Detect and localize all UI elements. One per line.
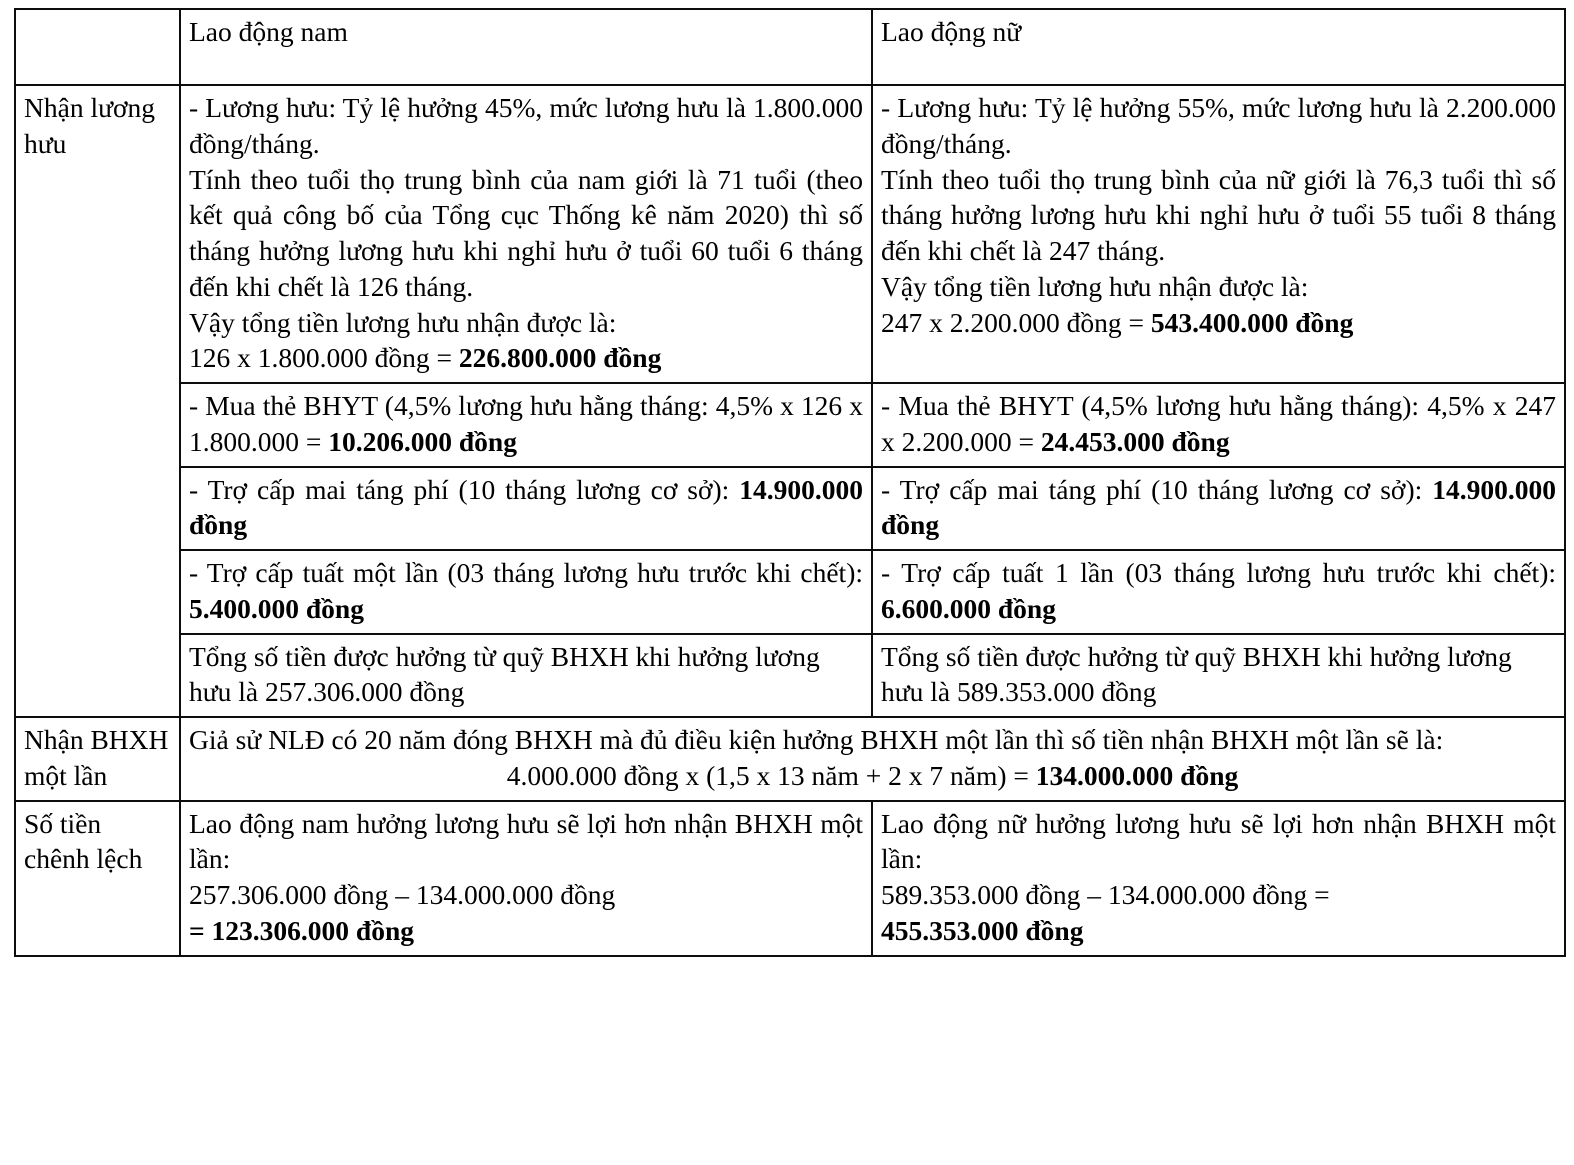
difference-female-amount: 455.353.000 đồng xyxy=(881,914,1084,946)
bhyt-female-amount: 24.453.000 đồng xyxy=(1040,425,1230,457)
table-row xyxy=(15,717,1565,801)
survivor-female-text xyxy=(881,555,1556,627)
bhyt-female-text xyxy=(881,388,1556,460)
pension-female-line2: Tính theo tuổi thọ trung bình của nữ giới là 76,3 tuổi thì số tháng hưởng lương hưu khi nghỉ hưu ở tuổi 55 tuổi 8 tháng đến khi chết là 247 tháng. xyxy=(881,163,1556,266)
bhyt-male-amount: 10.206.000 đồng xyxy=(328,425,517,457)
bhyt-male xyxy=(180,383,872,467)
benefits-comparison-table xyxy=(14,8,1566,957)
difference-female-line3 xyxy=(881,913,1556,949)
row-label-lumpsum: Nhận BHXH một lần xyxy=(15,717,180,801)
pension-male-line3: Vậy tổng tiền lương hưu nhận được là: xyxy=(189,306,617,338)
funeral-male-prefix: - Trợ cấp mai táng phí (10 tháng lương cơ sở): xyxy=(189,473,740,505)
lumpsum-content xyxy=(180,717,1565,801)
pension-male-line4-bold: 226.800.000 đồng xyxy=(458,342,662,374)
table-row xyxy=(15,634,1565,718)
funeral-male xyxy=(180,467,872,551)
lumpsum-formula-amount: 134.000.000 đồng xyxy=(1035,759,1239,791)
pension-female-main xyxy=(872,85,1565,383)
difference-male-line1: Lao động nam hưởng lương hưu sẽ lợi hơn nhận BHXH một lần: xyxy=(189,807,863,875)
funeral-male-amount: 14.900.000 đồng xyxy=(189,473,863,541)
pension-female-line4-prefix: 247 x 2.200.000 đồng = xyxy=(881,306,1151,338)
pension-total-male: Tổng số tiền được hưởng từ quỹ BHXH khi hưởng lương hưu là 257.306.000 đồng xyxy=(180,634,872,718)
header-cell-empty xyxy=(15,9,180,85)
bhyt-female-prefix: - Mua thẻ BHYT (4,5% lương hưu hằng tháng): 4,5% x 247 x 2.200.000 = xyxy=(881,390,1556,457)
pension-male-line2: Tính theo tuổi thọ trung bình của nam giới là 71 tuổi (theo kết quả công bố của Tổng cục Thống kê năm 2020) thì số tháng hưởng lương hưu khi nghỉ hưu ở tuổi 60 tuổi 6 tháng đến khi chết là 126 tháng. xyxy=(189,163,863,302)
survivor-female xyxy=(872,550,1565,634)
bhyt-male-prefix: - Mua thẻ BHYT (4,5% lương hưu hằng tháng: 4,5% x 126 x 1.800.000 = xyxy=(189,390,863,457)
difference-male-amount: = 123.306.000 đồng xyxy=(189,914,415,946)
header-cell-female: Lao động nữ xyxy=(872,9,1565,85)
difference-female-line1: Lao động nữ hưởng lương hưu sẽ lợi hơn nhận BHXH một lần: xyxy=(881,807,1556,875)
pension-male-main xyxy=(180,85,872,383)
difference-female xyxy=(872,801,1565,956)
funeral-male-text xyxy=(189,472,863,544)
header-cell-male: Lao động nam xyxy=(180,9,872,85)
bhyt-female xyxy=(872,383,1565,467)
pension-female-line3: Vậy tổng tiền lương hưu nhận được là: xyxy=(881,270,1309,302)
pension-female-line4 xyxy=(881,305,1556,341)
pension-total-female: Tổng số tiền được hưởng từ quỹ BHXH khi hưởng lương hưu là 589.353.000 đồng xyxy=(872,634,1565,718)
survivor-male-prefix: - Trợ cấp tuất một lần (03 tháng lương hưu trước khi chết): xyxy=(189,557,863,588)
table-row xyxy=(15,383,1565,467)
funeral-female-text xyxy=(881,472,1556,544)
survivor-female-prefix: - Trợ cấp tuất 1 lần (03 tháng lương hưu trước khi chết): xyxy=(881,557,1556,588)
row-label-pension: Nhận lương hưu xyxy=(15,85,180,717)
row-label-difference: Số tiền chênh lệch xyxy=(15,801,180,956)
difference-male-line2: 257.306.000 đồng – 134.000.000 đồng xyxy=(189,879,616,910)
survivor-male-amount: 5.400.000 đồng xyxy=(189,592,364,624)
table-row xyxy=(15,85,1565,383)
table-row xyxy=(15,467,1565,551)
pension-male-line1: - Lương hưu: Tỷ lệ hưởng 45%, mức lương hưu là 1.800.000 đồng/tháng. xyxy=(189,92,863,159)
difference-female-line2: 589.353.000 đồng – 134.000.000 đồng = xyxy=(881,879,1330,910)
table-row xyxy=(15,801,1565,956)
pension-male-line4 xyxy=(189,340,863,376)
lumpsum-formula-prefix: 4.000.000 đồng x (1,5 x 13 năm + 2 x 7 năm) = xyxy=(506,759,1036,791)
funeral-female xyxy=(872,467,1565,551)
difference-male xyxy=(180,801,872,956)
pension-female-line4-bold: 543.400.000 đồng xyxy=(1150,306,1354,338)
funeral-female-prefix: - Trợ cấp mai táng phí (10 tháng lương cơ sở): xyxy=(881,473,1433,505)
pension-male-line4-prefix: 126 x 1.800.000 đồng = xyxy=(189,342,459,374)
bhyt-male-text xyxy=(189,388,863,460)
table-header-row xyxy=(15,9,1565,85)
lumpsum-intro: Giả sử NLĐ có 20 năm đóng BHXH mà đủ điều kiện hưởng BHXH một lần thì số tiền nhận BHXH một lần sẽ là: xyxy=(189,724,1444,755)
survivor-female-amount: 6.600.000 đồng xyxy=(881,592,1056,624)
difference-male-line3 xyxy=(189,913,863,949)
funeral-female-amount: 14.900.000 đồng xyxy=(881,473,1556,541)
table-row xyxy=(15,550,1565,634)
lumpsum-formula xyxy=(189,758,1556,794)
survivor-male-text xyxy=(189,555,863,627)
pension-female-line1: - Lương hưu: Tỷ lệ hưởng 55%, mức lương hưu là 2.200.000 đồng/tháng. xyxy=(881,92,1556,159)
survivor-male xyxy=(180,550,872,634)
